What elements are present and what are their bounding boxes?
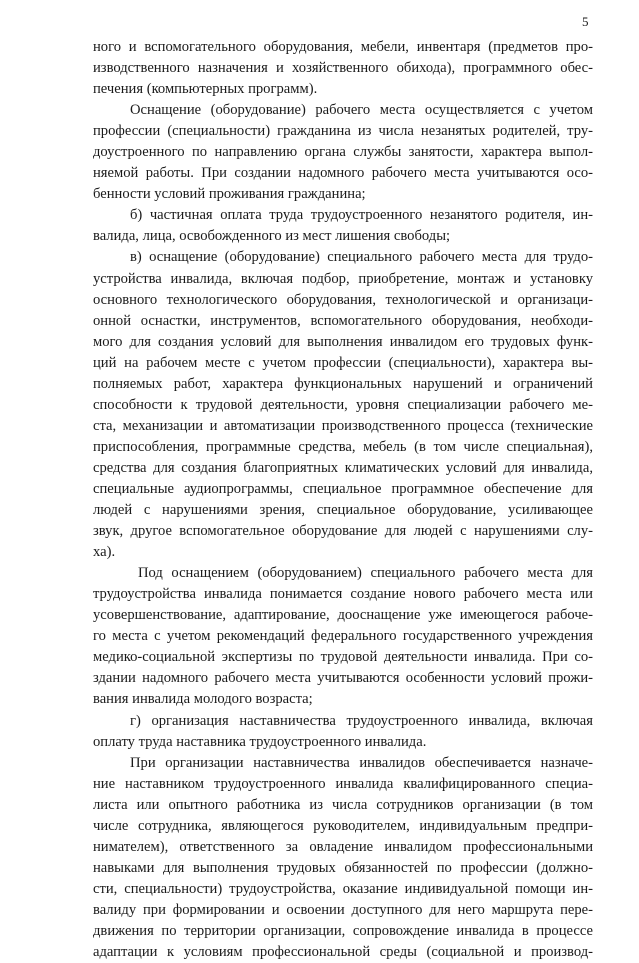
- text-line: ного и вспомогательного оборудования, мебели, инвентаря (предметов про-: [93, 39, 593, 55]
- text-line: го места с учетом рекомендаций федерального государственного учреждения: [93, 628, 593, 645]
- text-line: вания инвалида молодого возраста;: [93, 691, 313, 708]
- text-line: ха).: [93, 544, 116, 561]
- text-line: медико-социальной экспертизы по трудовой деятельности инвалида. При со-: [93, 649, 593, 666]
- text-line: усовершенствование, адаптирование, дооснащение уже имеющегося рабоче-: [93, 607, 593, 624]
- text-line: профессии (специальности) гражданина из числа незанятых родителей, тру-: [93, 123, 593, 140]
- text-line: г) организация наставничества трудоустроенного инвалида, включая: [130, 712, 593, 729]
- text-line: навыками для выполнения трудовых обязанностей по профессии (должно-: [93, 859, 593, 876]
- text-line: трудоустройства инвалида понимается создание нового рабочего места или: [93, 586, 593, 603]
- text-line: мого для создания условий для выполнения инвалидом его трудовых функ-: [93, 333, 593, 350]
- text-line: сти, специальности) трудоустройства, оказание индивидуальной помощи ин-: [93, 880, 593, 897]
- text-line: людей с нарушениями зрения, специальное оборудование, усиливающее: [93, 502, 593, 519]
- text-line: б) частичная оплата труда трудоустроенного незанятого родителя, ин-: [130, 207, 593, 224]
- text-line: движения по территории организации, сопровождение инвалида в процессе: [93, 922, 593, 939]
- text-line: изводственного назначения и хозяйственного обихода), программного обес-: [93, 60, 593, 77]
- text-line: бенности условий проживания гражданина;: [93, 186, 366, 203]
- text-line: ций на рабочем месте с учетом профессии (специальности), характера вы-: [93, 354, 593, 371]
- text-line: няемой работы. При создании надомного рабочего места учитываются осо-: [93, 165, 593, 182]
- text-line: способности к трудовой деятельности, уровня специализации рабочего ме-: [93, 396, 593, 413]
- text-line: приспособления, программные средства, мебель (в том числе специальная),: [93, 438, 593, 455]
- text-line: в) оснащение (оборудование) специального рабочего места для трудо-: [130, 249, 593, 266]
- text-line: валида, лица, освобожденного из мест лишения свободы;: [93, 228, 451, 245]
- text-line: основного технологического оборудования, технологической и организаци-: [93, 291, 593, 308]
- text-line: ста, механизации и автоматизации производственного процесса (технические: [93, 417, 593, 434]
- text-line: здании надомного рабочего места учитываются особенности условий прожи-: [93, 670, 593, 687]
- text-line: средства для создания благоприятных климатических условий для инвалида,: [93, 459, 593, 476]
- text-line: печения (компьютерных программ).: [93, 81, 318, 98]
- text-line: адаптации к условиям профессиональной среды (социальной и производ-: [93, 944, 593, 961]
- text-line: доустроенного по направлению органа службы занятости, характера выпол-: [93, 144, 593, 161]
- text-line: специальные аудиопрограммы, специальное программное обеспечение для: [93, 480, 593, 497]
- text-line: звук, другое вспомогательное оборудование для людей с нарушениями слу-: [93, 523, 593, 540]
- text-line: листа или опытного работника из числа сотрудников организации (в том: [93, 796, 593, 813]
- body-text: [93, 37, 593, 963]
- text-line: онной оснастки, инструментов, вспомогательного оборудования, необходи-: [93, 312, 593, 329]
- text-line: нимателем), ответственного за овладение инвалидом профессиональными: [93, 838, 593, 855]
- text-line: Оснащение (оборудование) рабочего места осуществляется с учетом: [130, 102, 593, 119]
- text-line: оплату труда наставника трудоустроенного инвалида.: [93, 733, 427, 750]
- page-number: 5: [582, 14, 589, 29]
- text-line: При организации наставничества инвалидов обеспечивается назначе-: [130, 754, 593, 771]
- text-line: валиду при формировании и освоении доступного для него маршрута пере-: [93, 901, 593, 918]
- text-line: Под оснащением (оборудованием) специального рабочего места для: [138, 565, 593, 582]
- text-line: полняемых работ, характера функциональных нарушений и ограничений: [93, 375, 593, 392]
- text-line: числе сотрудника, являющегося руководителем, индивидуальным предпри-: [93, 817, 593, 834]
- text-line: устройства инвалида, включая подбор, приобретение, монтаж и установку: [93, 270, 593, 287]
- text-line: ние наставником трудоустроенного инвалида квалифицированного специа-: [93, 775, 593, 792]
